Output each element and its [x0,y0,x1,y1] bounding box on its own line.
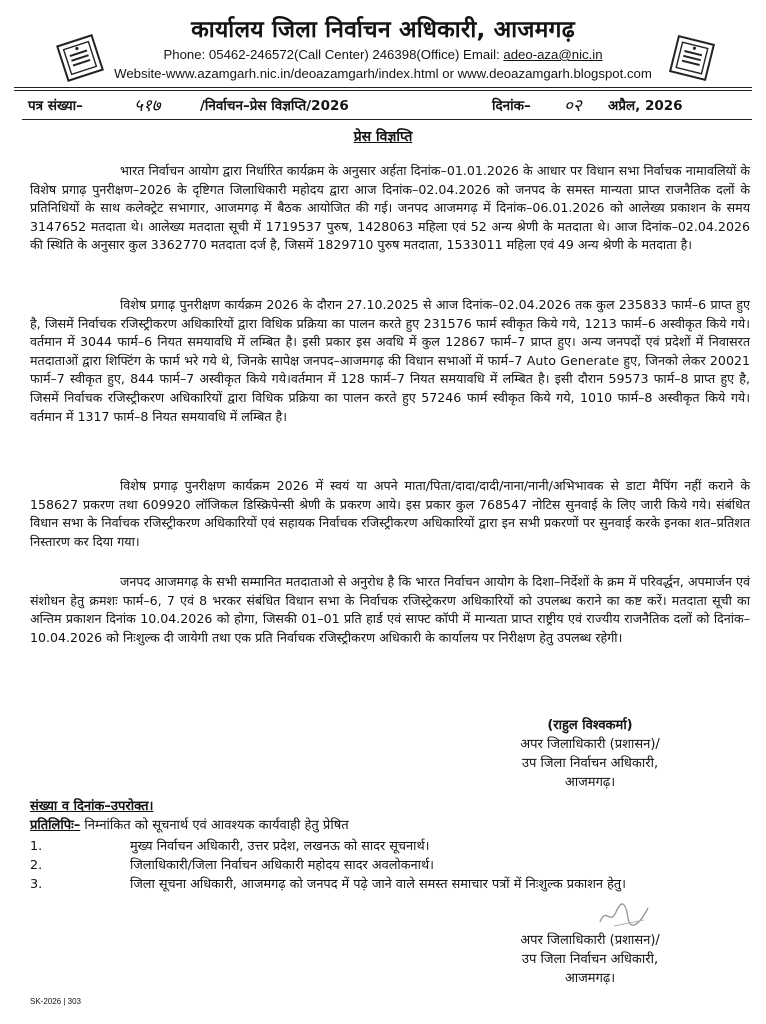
footer-code: SK-2026 | 303 [30,997,82,1006]
list-item-number: 2. [30,858,43,873]
copy-intro-text: निम्नांकित को सूचनार्थ एवं आवश्यक कार्यवाही हेतु प्रेषित [80,818,349,833]
header-divider [14,87,752,88]
reference-label: पत्र संख्या– [28,98,83,114]
reference-number: ५१७ [134,96,161,116]
email-link[interactable]: adeo-aza@nic.in [503,47,603,62]
phone-text: Phone: 05462-246572(Call Center) 246398(Office) Email: [163,47,504,62]
signatory-designation: उप जिला निर्वाचन अधिकारी, [521,756,659,771]
date-rest: अप्रैल, 2026 [608,98,683,114]
reference-subject: /निर्वाचन–प्रेस विज्ञप्ति/2026 [200,98,349,114]
contact-line [0,47,766,62]
signatory-designation: उप जिला निर्वाचन अधिकारी, [521,952,659,967]
website-line: Website-www.azamgarh.nic.in/deoazamgarh/index.html or www.deoazamgarh.blogspot.com [114,66,652,81]
copy-heading: संख्या व दिनांक–उपरोक्त। [30,799,154,814]
press-release-title: प्रेस विज्ञप्ति [353,129,413,145]
copy-label: प्रतिलिपिः– [30,818,81,833]
reference-divider [22,119,752,120]
paragraph: भारत निर्वाचन आयोग द्वारा निर्धारित कार्यक्रम के अनुसार अर्हता दिनांक–01.01.2026 के आधार पर विधान सभा निर्वाचक नामावलियों के विशेष प्रगाढ़ पुनरीक्षण–2026 के दृष्टिगत जिलाधिकारी महोदय द्वारा आज दिनांक–02.04.2026 को जनपद के समस्त मान्यता प्राप्त राजनैतिक दलों के प्रतिनिधियों के साथ कलेक्ट्रेट सभागार, आजमगढ़ में बैठक आयोजित की गई। जनपद आजमगढ़ में दिनांक–06.01.2026 को आलेख्य प्रकाशन के समय 3147652 मतदाता थे। आलेख्य मतदाता सूची में 1719537 पुरुष, 1428063 महिला एवं 52 अन्य श्रेणी के मतदाता थे। आज दिनांक–02.04.2026 की स्थिति के अनुसार कुल 3362770 मतदाता दर्ज है, जिसमें 1829710 पुरुष मतदाता, 1533011 महिला एवं 49 अन्य श्रेणी के मतदाता है। [30,163,750,253]
copy-intro [30,815,349,833]
signatory-designation: अपर जिलाधिकारी (प्रशासन)/ [520,933,660,948]
list-item-number: 1. [30,839,43,854]
paragraph: जनपद आजमगढ़ के सभी सम्मानित मतदाताओ से अनुरोध है कि भारत निर्वाचन आयोग के दिशा–निर्देशों के क्रम में परिवर्द्धन, अपमार्जन एवं संशोधन हेतु क्रमशः फार्म–6, 7 एवं 8 भरकर संबंधित विधान सभा के निर्वाचक रजिस्ट्रेकरण अधिकारियों को उपलब्ध कराने का कष्ट करें। मतदाता सूची का अन्तिम प्रकाशन दिनांक 10.04.2026 को होगा, जिसकी 01–01 प्रति हार्ड एवं साफ्ट कॉपी में मान्यता प्राप्त राष्ट्रीय एवं राज्यीय राजनैतिक दलों को दिनांक–10.04.2026 को निःशुल्क दी जायेगी तथा एक प्रति निर्वाचक रजिस्ट्रीकरण अधिकारी के कार्यालय पर निरीक्षण हेतु उपलब्ध रहेगी। [30,574,750,645]
list-item-number: 3. [30,877,43,892]
paragraph: विशेष प्रगाढ़ पुनरीक्षण कार्यक्रम 2026 में स्वयं या अपने माता/पिता/दादा/दादी/नाना/नानी/अभिभावक से डाटा मैपिंग नहीं कराने के 158627 प्रकरण तथा 609920 लॉजिकल डिस्क्रिपेन्सी श्रेणी के प्रकरण आये। इस प्रकार कुल 768547 नोटिस सुनवाई के लिए जारी किये गये। संबंधित विधान सभा के निर्वाचक रजिस्ट्रीकरण अधिकारियों एवं सहायक निर्वाचक रजिस्ट्रीकरण अधिकारियों द्वारा इन सभी प्रकरणों पर सुनवाई करके इनका शत–प्रतिशत निस्तारण कर दिया गया। [30,478,750,549]
header-divider [14,90,752,91]
signatory-designation: अपर जिलाधिकारी (प्रशासन)/ [520,737,660,752]
list-item-text: जिलाधिकारी/जिला निर्वाचन अधिकारी महोदय सादर अवलोकनार्थ। [130,858,434,873]
list-item-text: मुख्य निर्वाचन अधिकारी, उत्तर प्रदेश, लखनऊ को सादर सूचनार्थ। [130,839,430,854]
date-label: दिनांक– [492,98,531,114]
office-title: कार्यालय जिला निर्वाचन अधिकारी, आजमगढ़ [191,17,575,43]
reference-line [28,96,748,118]
signature-scribble [596,900,656,930]
signatory-place: आजमगढ़। [564,775,616,790]
signatory-place: आजमगढ़। [564,971,616,986]
list-item-text: जिला सूचना अधिकारी, आजमगढ़ को जनपद में पढ़े जाने वाले समस्त समाचार पत्रों में निःशुल्क प्रकाशन हेतु। [130,877,627,892]
date-day: ०२ [564,96,582,116]
paragraph: विशेष प्रगाढ़ पुनरीक्षण कार्यक्रम 2026 के दौरान 27.10.2025 से आज दिनांक–02.04.2026 तक कुल 235833 फार्म–6 प्राप्त हुए है, जिसमें निर्वाचक रजिस्ट्रीकरण अधिकारियों द्वारा विधिक प्रक्रिया का पालन करते हुए 231576 फार्म स्वीकृत किये गये, 1213 फार्म–6 अस्वीकृत किये गये। वर्तमान में 3044 फार्म–6 नियत समयावधि में लम्बित है। इसी प्रकार इस अवधि में कुल 12867 फार्म–7 प्राप्त हुए। अन्य जनपदों एवं प्रदेशों में निवासरत मतदाताओं द्वारा शिफ्टिंग के फार्म भरे गये थे, जिनके सापेक्ष जनपद–आजमगढ़ की विधान सभाओं में फार्म–7 Auto Generate हुए, जिनको लेकर 20021 फार्म–7 स्वीकृत हुए, 844 फार्म–7 अस्वीकृत किये गये।वर्तमान में 128 फार्म–7 नियत समयावधि में लम्बित है। इसी दौरान 59573 फार्म–8 प्राप्त हुए है, जिसमें निर्वाचक रजिस्ट्रीकरण अधिकारियों द्वारा विधिक प्रक्रिया का पालन करते हुए 57246 फार्म स्वीकृत किये गये, 1010 फार्म–8 अस्वीकृत किये गये। वर्तमान में 1317 फार्म–8 नियत समयावधि में लम्बित है। [30,297,750,424]
signatory-name: (राहुल विश्वकर्मा) [547,718,633,733]
